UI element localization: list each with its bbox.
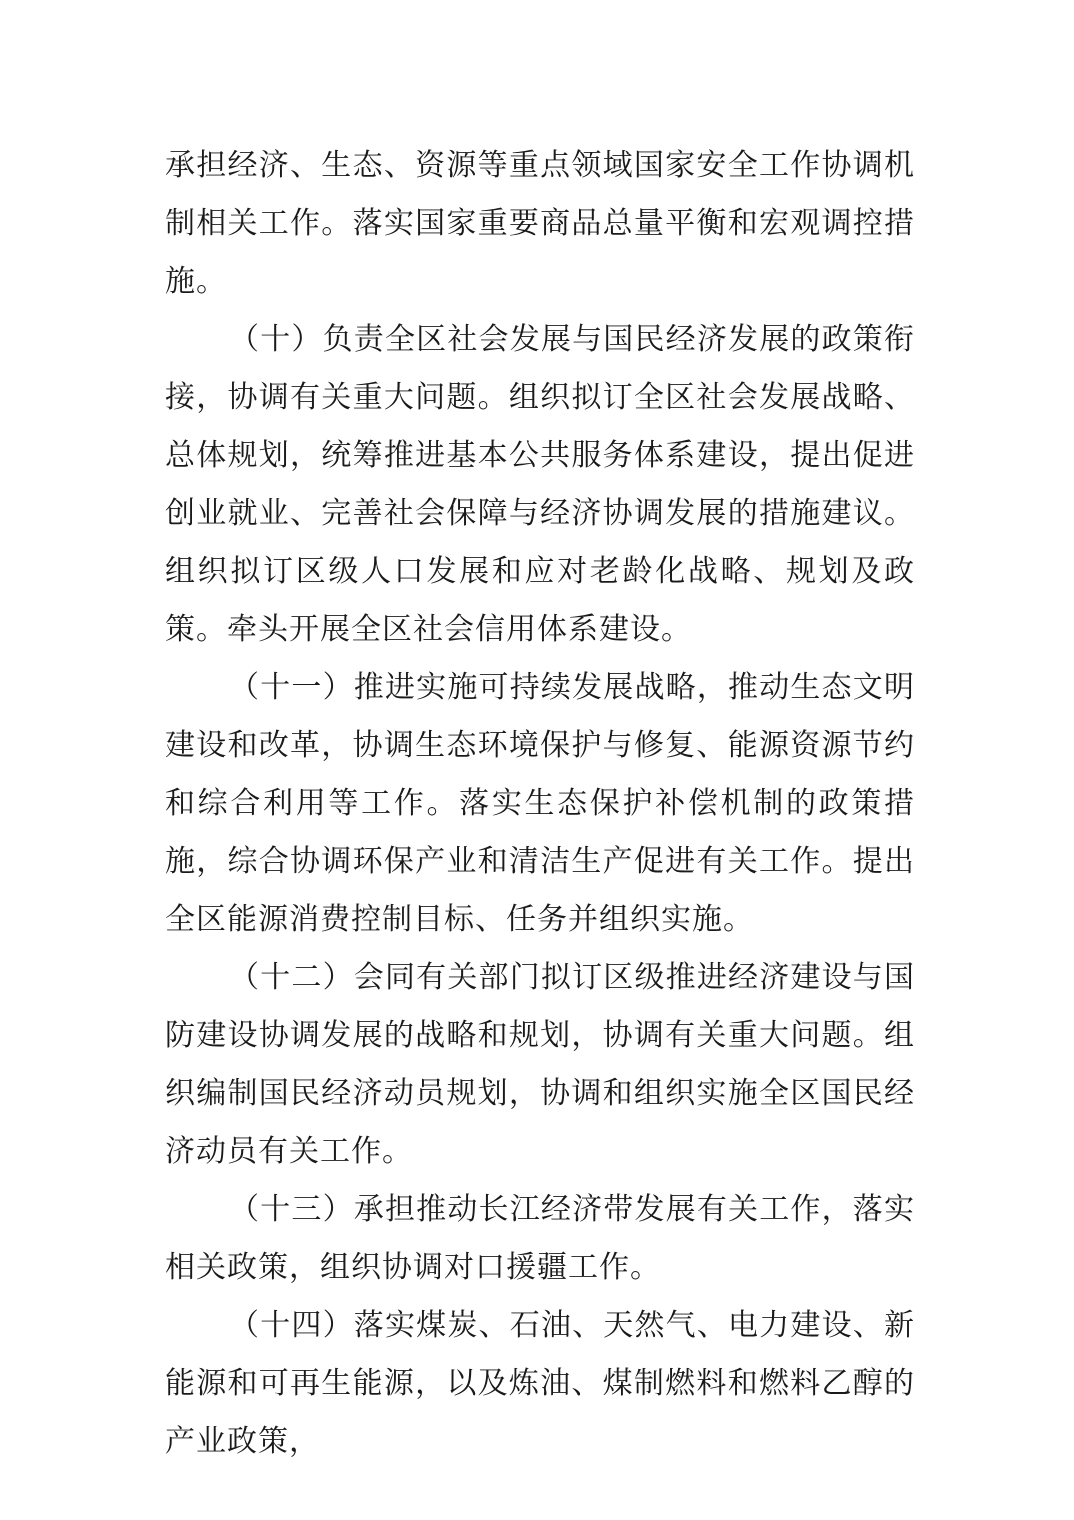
document-body (165, 137, 915, 1471)
paragraph-item-12: （十二）会同有关部门拟订区级推进经济建设与国防建设协调发展的战略和规划，协调有关重大问题。组织编制国民经济动员规划，协调和组织实施全区国民经济动员有关工作。 (165, 960, 915, 1169)
paragraph-continuation: 承担经济、生态、资源等重点领域国家安全工作协调机制相关工作。落实国家重要商品总量平衡和宏观调控措施。 (165, 148, 915, 299)
paragraph-item-11: （十一）推进实施可持续发展战略，推动生态文明建设和改革，协调生态环境保护与修复、能源资源节约和综合利用等工作。落实生态保护补偿机制的政策措施，综合协调环保产业和清洁生产促进有关工作。提出全区能源消费控制目标、任务并组织实施。 (165, 670, 915, 937)
paragraph-item-13: （十三）承担推动长江经济带发展有关工作，落实相关政策，组织协调对口援疆工作。 (165, 1192, 915, 1285)
paragraph-item-14: （十四）落实煤炭、石油、天然气、电力建设、新能源和可再生能源，以及炼油、煤制燃料和燃料乙醇的产业政策， (165, 1308, 915, 1459)
paragraph-item-10: （十）负责全区社会发展与国民经济发展的政策衔接，协调有关重大问题。组织拟订全区社会发展战略、总体规划，统筹推进基本公共服务体系建设，提出促进创业就业、完善社会保障与经济协调发展的措施建议。组织拟订区级人口发展和应对老龄化战略、规划及政策。牵头开展全区社会信用体系建设。 (165, 322, 915, 647)
